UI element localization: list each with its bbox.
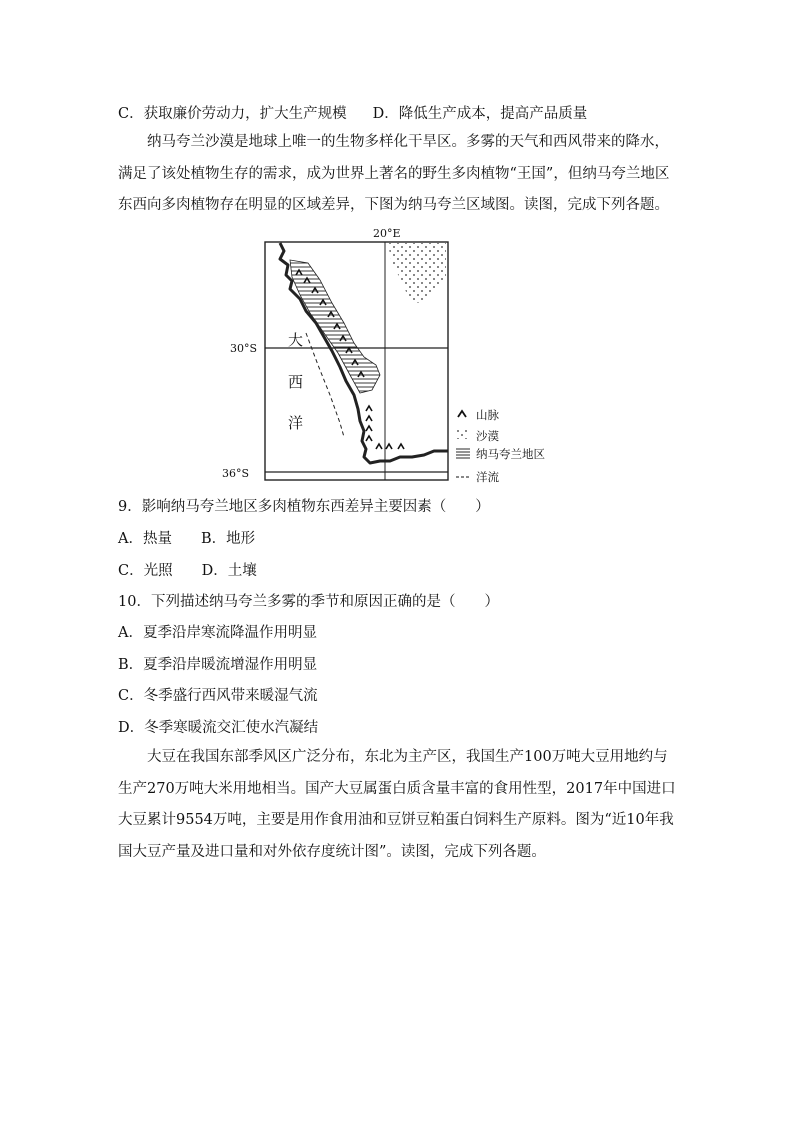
- prev-question-options: [118, 104, 680, 124]
- ocean-label-char-3: 洋: [288, 414, 304, 432]
- q10-stem: 10．下列描述纳马夸兰多雾的季节和原因正确的是（ ）: [118, 594, 499, 610]
- passage-soybean: 大豆在我国东部季风区广泛分布，东北为主产区，我国生产100万吨大豆用地约与生产270万吨大米用地相当。国产大豆属蛋白质含量丰富的食用性型，2017年中国进口大豆累计9554万吨，主要是用作食用油和豆饼豆粕蛋白饲料生产原料。图为“近10年我国大豆产量及进口量和对外依存度统计图”。读图，完成下列各题。: [118, 749, 676, 860]
- q9-options-1: A．热量 B．地形: [118, 531, 256, 547]
- q10-option-c: C．冬季盛行西风带来暖湿气流: [118, 688, 318, 704]
- q10-option-d: D．冬季寒暖流交汇使水汽凝结: [118, 720, 319, 736]
- q9-stem: 9．影响纳马夸兰地区多肉植物东西差异主要因素（ ）: [118, 499, 490, 515]
- legend-desert: 沙漠: [476, 429, 499, 443]
- q10-option-a: A．夏季沿岸寒流降温作用明显: [118, 625, 317, 641]
- latitude-30s-label: 30°S: [230, 342, 258, 355]
- option-c: C．获取廉价劳动力，扩大生产规模: [118, 106, 347, 122]
- latitude-36s-label: 36°S: [222, 467, 250, 480]
- legend-namaqualand: 纳马夸兰地区: [476, 447, 545, 461]
- legend-current: 洋流: [476, 470, 499, 484]
- option-d: D．降低生产成本，提高产品质量: [372, 106, 588, 122]
- legend-symbols: [456, 411, 470, 477]
- longitude-20e-label: 20°E: [373, 227, 401, 240]
- ocean-label-char-2: 西: [288, 373, 304, 391]
- q9-options-2: C．光照 D．土壤: [118, 563, 257, 579]
- namaqualand-map: [220, 225, 560, 487]
- legend-mountain: 山脉: [476, 408, 499, 422]
- passage-namaqualand: 纳马夸兰沙漠是地球上唯一的生物多样化干旱区。多雾的天气和西风带来的降水，满足了该处植物生存的需求，成为世界上著名的野生多肉植物“王国”，但纳马夸兰地区东西向多肉植物存在明显的区域差异，下图为纳马夸兰区域图。读图，完成下列各题。: [118, 134, 670, 214]
- desert-area: [388, 243, 446, 303]
- ocean-label-char-1: 大: [288, 331, 304, 349]
- q10-option-b: B．夏季沿岸暖流增湿作用明显: [118, 657, 318, 673]
